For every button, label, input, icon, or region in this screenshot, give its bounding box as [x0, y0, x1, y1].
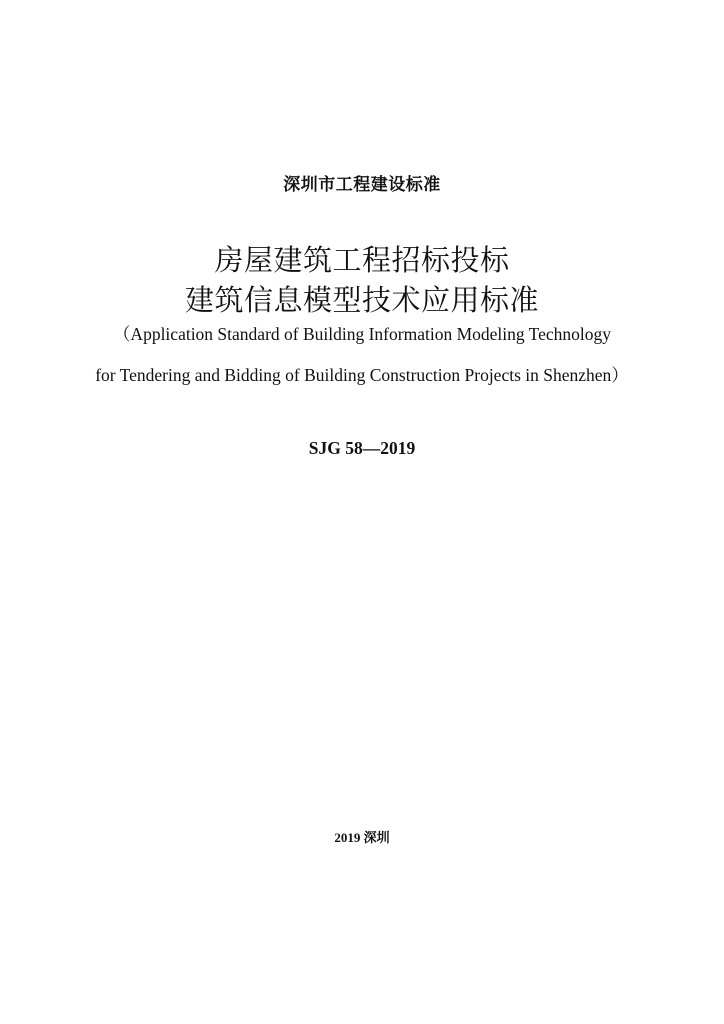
main-title-line-2: 建筑信息模型技术应用标准	[184, 283, 539, 317]
main-title-line-1: 房屋建筑工程招标投标	[214, 243, 510, 277]
standard-code: SJG 58—2019	[308, 438, 416, 458]
english-title-line-2: for Tendering and Bidding of Building Construction Projects in Shenzhen）	[95, 365, 629, 385]
footer-year-place: 2019 深圳	[334, 830, 390, 845]
series-title: 深圳市工程建设标准	[283, 175, 441, 195]
english-title-line-1: （Application Standard of Building Information Modeling Technology	[112, 324, 612, 344]
